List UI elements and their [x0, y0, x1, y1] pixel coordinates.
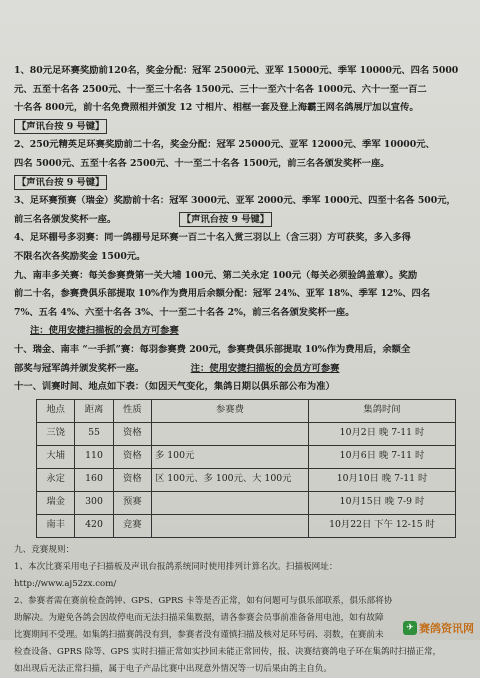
- table-row: [37, 514, 456, 537]
- text-line: 1、80元足环赛奖励前120名，奖金分配：冠军 25000元、亚军 15000元、季军 10000元、四名 5000: [14, 65, 459, 76]
- hotline-tag: 【声讯台按 9 号键】: [179, 212, 272, 227]
- text-line: 九、竞赛规则：: [14, 544, 75, 555]
- text-line: 十、瑞金、南丰 “一手抓”赛：每羽参赛费 200元，参赛费俱乐部提取 10%作为费用后，余额全: [14, 343, 411, 355]
- table-cell: 南丰: [37, 514, 75, 537]
- table-cell: 110: [75, 445, 113, 468]
- text-line: 十名各 800元，前十名免费照相并颁发 12 寸相片、相框一套及登上海霸王网名鸽展厅加以宣传。: [14, 102, 419, 114]
- table-cell: 10月2日 晚 7-11 时: [309, 422, 456, 445]
- table-cell: 大埔: [37, 445, 75, 468]
- text-line: 四名 5000元、五至十名各 2500元、十一至二十名各 1500元，前三名各颁发奖杯一座。: [14, 157, 390, 169]
- text-line: 元、五至十名各 2500元、十一至三十名各 1500元、三十一至六十名各 1000元、六十一至一百二: [14, 83, 427, 95]
- text-line: 4、足环棚号多羽赛：同一鸽棚号足环赛一百二十名入赏三羽以上（含三羽）方可获奖，多入多得: [14, 232, 411, 244]
- hotline-tag: 【声讯台按 9 号键】: [14, 175, 107, 190]
- text-line: 比赛期间不受理。如集鸽扫描赛鸽没有到，参赛者没有谨慎扫描及核对足环号码、羽数，在赛前未: [14, 629, 384, 640]
- table-cell: 55: [75, 422, 113, 445]
- table-cell: 10月6日 晚 7-11 时: [309, 445, 456, 468]
- table-cell: 420: [75, 514, 113, 537]
- text-line: 前二十名，参赛费俱乐部提取 10%作为费用后余额分配：冠军 24%、亚军 18%、季军 12%、四名: [14, 288, 431, 300]
- table-cell: 160: [75, 468, 113, 491]
- text-line: 3、足环赛预赛（瑞金）奖励前十名：冠军 3000元、亚军 2000元、季军 1000元、四至十名各 500元，: [14, 195, 456, 207]
- hotline-tag: 【声讯台按 9 号键】: [14, 119, 107, 134]
- training-schedule-table: [36, 399, 456, 538]
- text-line: 十一、训赛时间、地点如下表：（如因天气变化，集鸽日期以俱乐部公布为准）: [14, 381, 335, 393]
- table-cell: [152, 514, 309, 537]
- text-line: 九、南丰多关赛：每关参赛费第一关大埔 100元、第二关永定 100元（每关必须验鸽盖章）。奖励: [14, 269, 418, 281]
- table-cell: 资格: [113, 468, 151, 491]
- table-cell: 10月10日 晚 7-11 时: [309, 468, 456, 491]
- table-header: 性质: [113, 399, 151, 422]
- table-cell: [152, 422, 309, 445]
- text-line: 助解决。为避免各鸽会因故停电而无法扫描采集数据，请各参赛会员事前准备备用电池，如有故障: [14, 612, 384, 623]
- table-cell: 竞赛: [113, 514, 151, 537]
- document-body: [14, 62, 466, 678]
- note-line: 注：使用安捷扫描板的会员方可参赛: [190, 362, 340, 374]
- text-line: 检查设备、GPRS 除等、GPS 实时扫描正常如实抄回未能正常回传，报、决赛结赛鸽电子环在集鸽时扫描正常，: [14, 646, 442, 657]
- text-line: 如出现后无法正常扫描，属于电子产品比赛中出现意外情况等一切后果由鸽主自负。: [14, 663, 332, 674]
- table-row: [37, 445, 456, 468]
- table-cell: 三饶: [37, 422, 75, 445]
- table-header: 参赛费: [152, 399, 309, 422]
- table-cell: 多 100元: [152, 445, 309, 468]
- table-cell: [152, 491, 309, 514]
- table-row: [37, 468, 456, 491]
- text-line: 不限名次各奖励奖金 1500元。: [14, 250, 146, 262]
- table-cell: 10月15日 晚 7-9 时: [309, 491, 456, 514]
- table-cell: 300: [75, 491, 113, 514]
- table-header: 地点: [37, 399, 75, 422]
- url-text: http://www.aj52zx.com/: [14, 578, 117, 589]
- text-line: 1、本次比赛采用电子扫描板及声讯台报鸽系统同时使用排列计算名次。扫描板网址：: [14, 561, 338, 572]
- text-line: 2、250元精英足环赛奖励前二十名，奖金分配：冠军 25000元、亚军 12000元、季军 10000元、: [14, 139, 435, 151]
- text-line: 部奖与冠军鸽并颁发奖杯一座。: [14, 362, 145, 374]
- text-line: 前三名各颁发奖杯一座。: [14, 213, 117, 225]
- site-watermark: [403, 620, 474, 636]
- text-line: 7%、五名 4%、六至十名各 3%、十一至二十名各 2%，前三名各颁发奖杯一座。: [14, 306, 355, 318]
- table-row: [37, 422, 456, 445]
- table-cell: 10月22日 下午 12-15 时: [309, 514, 456, 537]
- table-cell: 瑞金: [37, 491, 75, 514]
- table-header: 集鸽时间: [309, 399, 456, 422]
- table-header: 距离: [75, 399, 113, 422]
- watermark-text: 赛鸽资讯网: [419, 622, 474, 635]
- table-cell: 资格: [113, 422, 151, 445]
- text-line: 2、参赛者需在赛前检查鸽钟、GPS、GPRS 卡等是否正常，如有问题可与俱乐部联系，俱乐部将协: [14, 595, 393, 606]
- table-cell: 永定: [37, 468, 75, 491]
- table-cell: 区 100元、多 100元、大 100元: [152, 468, 309, 491]
- table-cell: 资格: [113, 445, 151, 468]
- table-row: [37, 491, 456, 514]
- table-cell: 预赛: [113, 491, 151, 514]
- pigeon-logo-icon: ✈: [403, 621, 417, 635]
- note-line: 注：使用安捷扫描板的会员方可参赛: [30, 325, 179, 337]
